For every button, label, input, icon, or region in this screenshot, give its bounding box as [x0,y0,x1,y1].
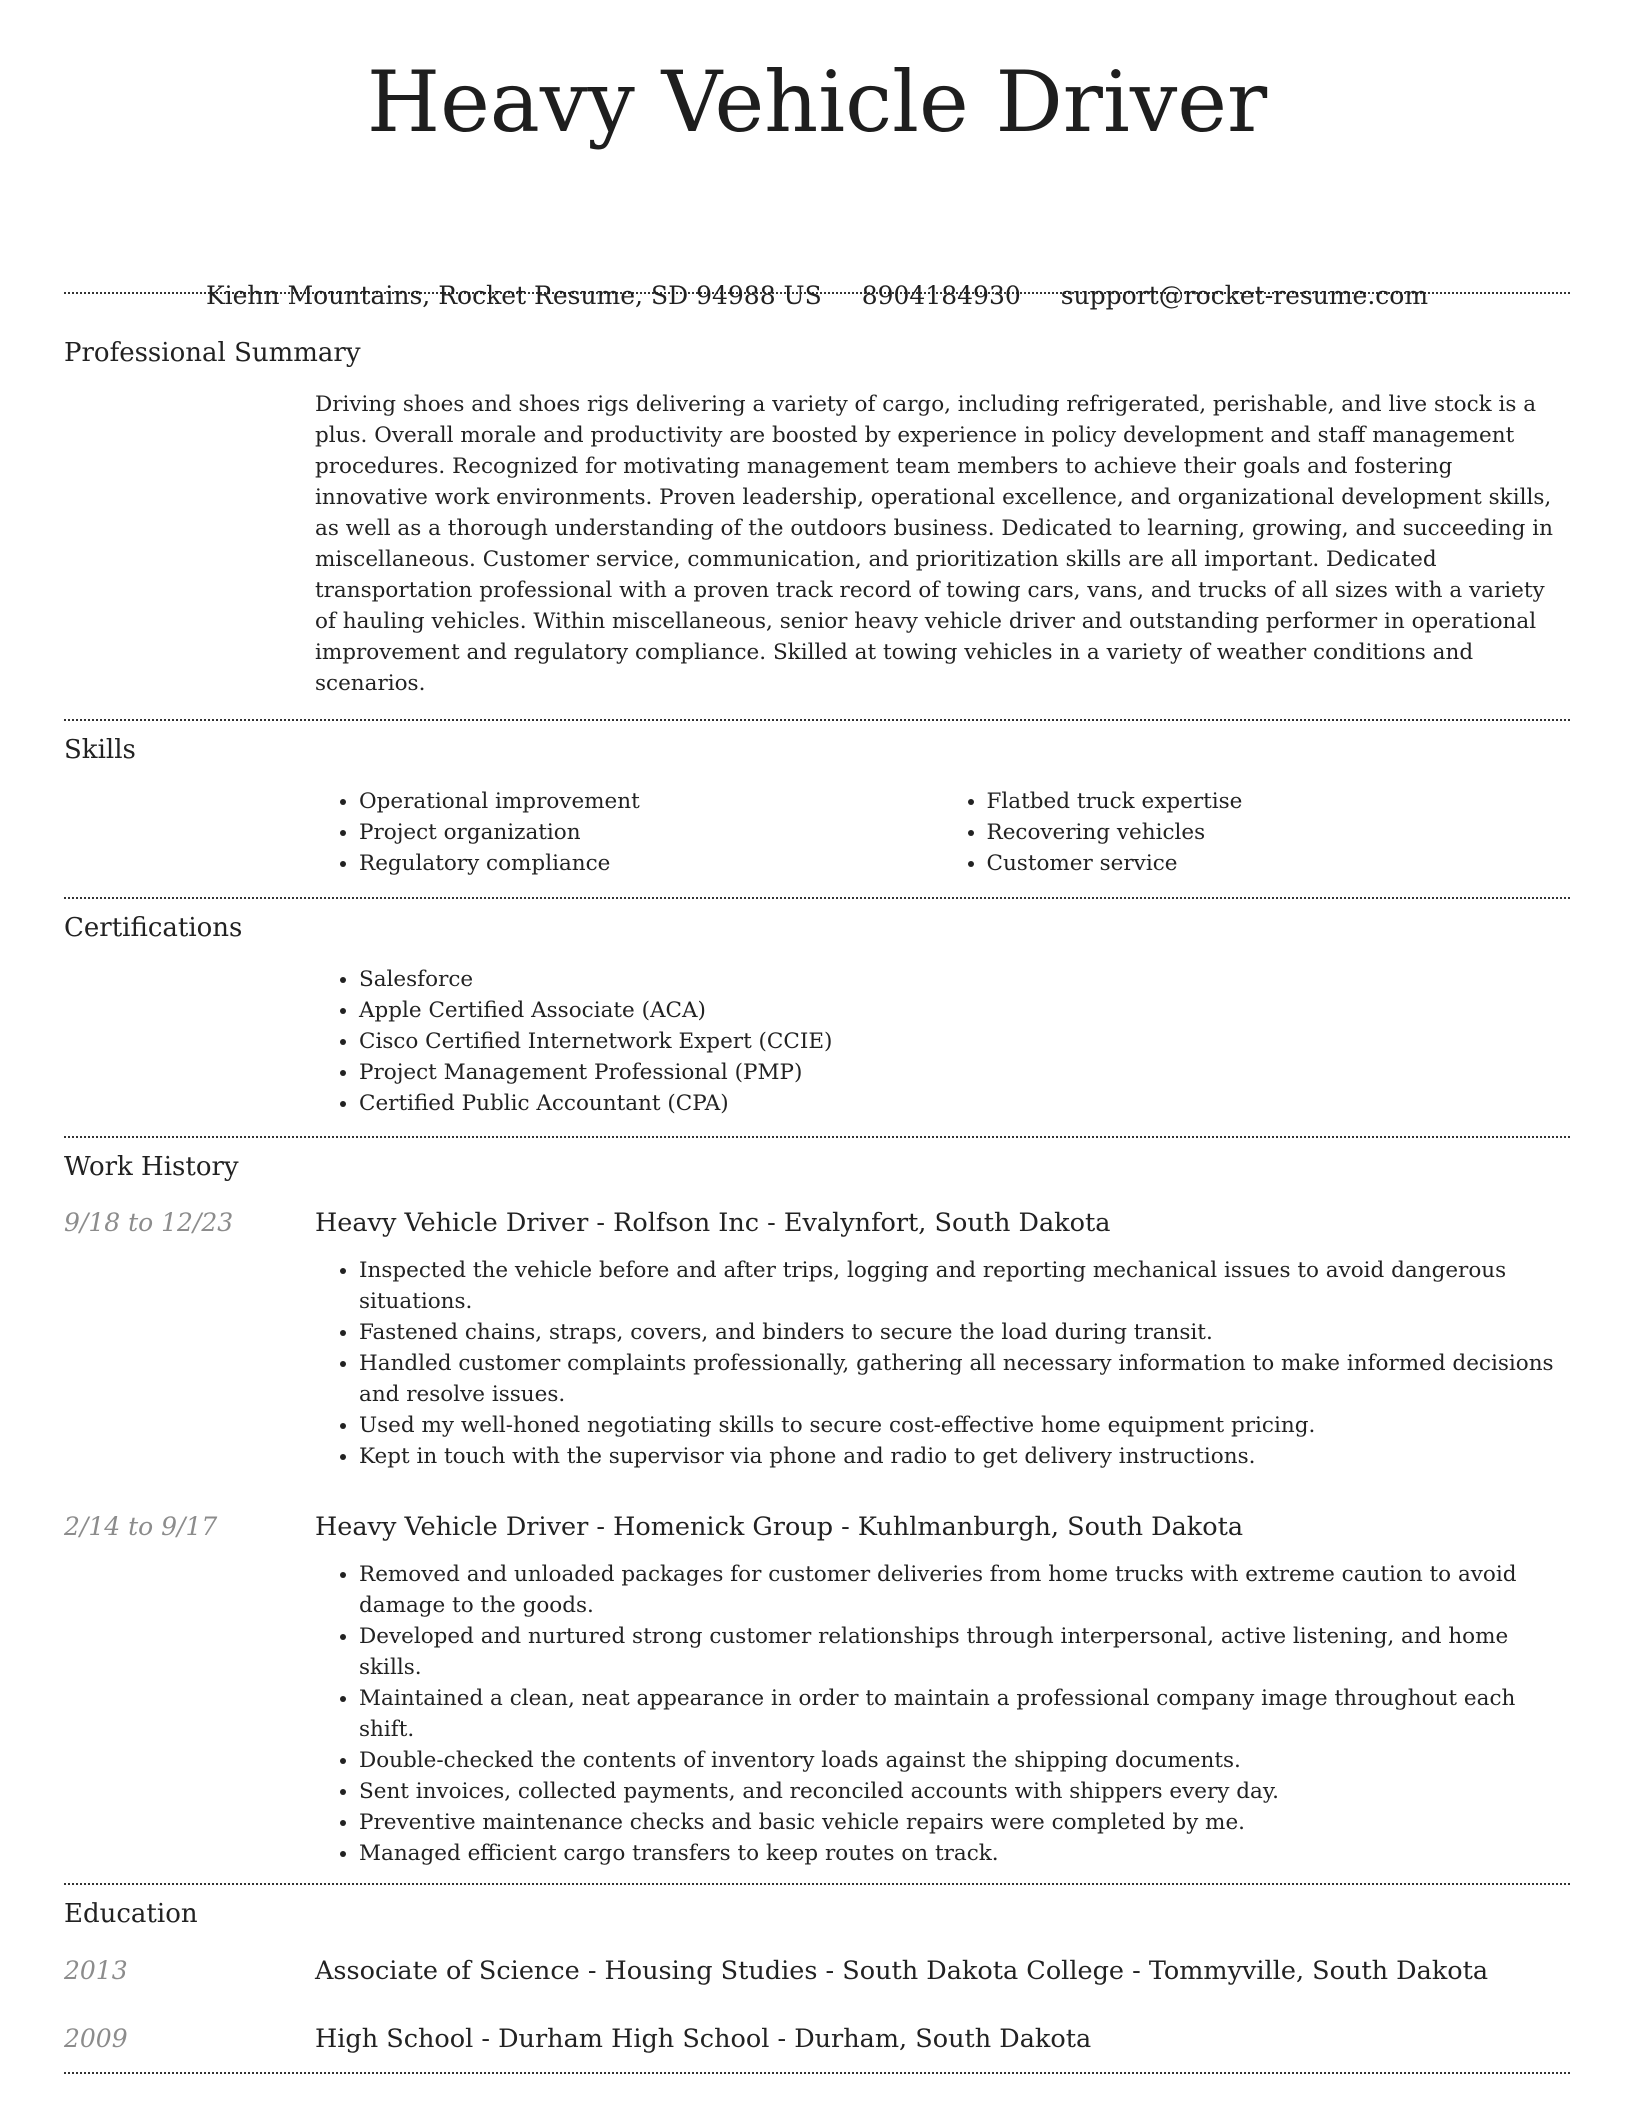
skill-item: • Operational improvement [359,786,943,817]
skill-item: • Flatbed truck expertise [987,786,1571,817]
job-bullet: • Fastened chains, straps, covers, and binders to secure the load during transit. [359,1317,1570,1348]
summary-heading: Professional Summary [64,338,361,368]
resume-title: Heavy Vehicle Driver [366,53,1268,151]
education-entry [64,1954,1570,1988]
separator: - [473,2024,499,2054]
certification-item: • Certified Public Accountant (CPA) [359,1088,1570,1119]
contact-phone: 8904184930 [861,281,1021,310]
separator: - [588,1208,614,1238]
separator: - [588,1512,614,1542]
contact-line [64,152,1570,310]
certification-item: • Cisco Certified Internetwork Expert (CCIE) [359,1026,1570,1057]
job-bullet: • Handled customer complaints professionally, gathering all necessary information to make informed decisions and resolve issues. [359,1348,1570,1410]
skills-heading: Skills [64,735,136,765]
education-details [315,2022,1091,2056]
certification-item: • Salesforce [359,964,1570,995]
work-history-heading: Work History [64,1152,239,1182]
separator: - [817,1956,843,1986]
education-year: 2009 [64,2024,128,2053]
work-history-section [64,1150,1570,1869]
separator: - [833,1512,858,1542]
contact-email: support@rocket-resume.com [1060,281,1429,310]
education-year: 2013 [64,1956,128,1985]
job-bullet: • Sent invoices, collected payments, and reconciled accounts with shippers every day. [359,1776,1570,1807]
job-bullet: • Kept in touch with the supervisor via phone and radio to get delivery instructions. [359,1441,1570,1472]
education-section [64,1897,1570,2056]
summary-text: Driving shoes and shoes rigs delivering a variety of cargo, including refrigerated, perishable, and live stock is a plus. Overall morale and productivity are boosted by experience in policy development and staff management procedures. Recognized for motivating management team members to achieve their goals and fostering innovative work environments. Proven leadership, operational excellence, and organizational development skills, as well as a thorough understanding of the outdoors business. Dedicated to learning, growing, and succeeding in miscellaneous. Customer service, communication, and prioritization skills are all important. Dedicated transportation professional with a proven track record of towing cars, vans, and trucks of all sizes with a variety of hauling vehicles. Within miscellaneous, senior heavy vehicle driver and outstanding performer in operational improvement and regulatory compliance. Skilled at towing vehicles in a variety of weather conditions and scenarios. [315,392,1553,696]
education-school: South Dakota College [842,1956,1124,1986]
education-field: Housing Studies [604,1956,818,1986]
job-heading [315,1206,1110,1240]
job-title: Heavy Vehicle Driver [315,1208,589,1238]
resume-page [64,0,1570,2074]
section-divider [64,1883,1570,1885]
skill-item: • Project organization [359,817,943,848]
skills-list-right [943,786,1571,879]
job-heading [315,1510,1243,1544]
job-bullet: • Inspected the vehicle before and after trips, logging and reporting mechanical issues to avoid dangerous situations. [359,1255,1570,1317]
skills-list-left [315,786,943,879]
job-bullet: • Double-checked the contents of inventory loads against the shipping documents. [359,1745,1570,1776]
job-bullet: • Removed and unloaded packages for customer deliveries from home trucks with extreme caution to avoid damage to the goods. [359,1559,1570,1621]
education-heading: Education [64,1899,198,1929]
certification-item: • Apple Certified Associate (ACA) [359,995,1570,1026]
job-company: Homenick Group [613,1512,834,1542]
skills-section [64,733,1570,879]
job-dates: 2/14 to 9/17 [64,1512,218,1541]
job-dates: 9/18 to 12/23 [64,1208,234,1237]
education-details [315,1954,1488,1988]
job-location: Kuhlmanburgh, South Dakota [857,1512,1244,1542]
job-bullets [315,1255,1570,1472]
skill-item: • Regulatory compliance [359,848,943,879]
job-bullet: • Maintained a clean, neat appearance in order to maintain a professional company image throughout each shift. [359,1683,1570,1745]
education-degree: High School [315,2024,474,2054]
job-bullet: • Managed efficient cargo transfers to keep routes on track. [359,1838,1570,1869]
job-title: Heavy Vehicle Driver [315,1512,589,1542]
job-entry [64,1510,1570,1869]
separator: - [769,2024,795,2054]
job-bullet: • Preventive maintenance checks and basic vehicle repairs were completed by me. [359,1807,1570,1838]
certification-item: • Project Management Professional (PMP) [359,1057,1570,1088]
job-entry [64,1206,1570,1472]
section-divider [64,2072,1570,2074]
education-location: Tommyville, South Dakota [1148,1956,1489,1986]
education-school: Durham High School [498,2024,770,2054]
job-bullet: • Developed and nurtured strong customer relationships through interpersonal, active listening, and home skills. [359,1621,1570,1683]
certifications-heading: Certifications [64,913,243,943]
job-bullet: • Used my well-honed negotiating skills to secure cost-effective home equipment pricing. [359,1410,1570,1441]
education-location: Durham, South Dakota [794,2024,1092,2054]
separator: - [1124,1956,1149,1986]
separator: - [579,1956,605,1986]
job-bullets [315,1559,1570,1869]
job-location: Evalynfort, South Dakota [783,1208,1111,1238]
education-degree: Associate of Science [315,1956,580,1986]
section-divider [64,719,1570,721]
section-divider [64,897,1570,899]
contact-address: Kiehn Mountains, Rocket Resume, SD 94988 US [205,281,822,310]
skill-item: • Customer service [987,848,1571,879]
section-divider [64,1136,1570,1138]
summary-section [64,336,1570,699]
skill-item: • Recovering vehicles [987,817,1571,848]
certifications-list [315,964,1570,1119]
education-entry [64,2022,1570,2056]
certifications-section [64,911,1570,1119]
separator: - [759,1208,784,1238]
job-company: Rolfson Inc [613,1208,760,1238]
